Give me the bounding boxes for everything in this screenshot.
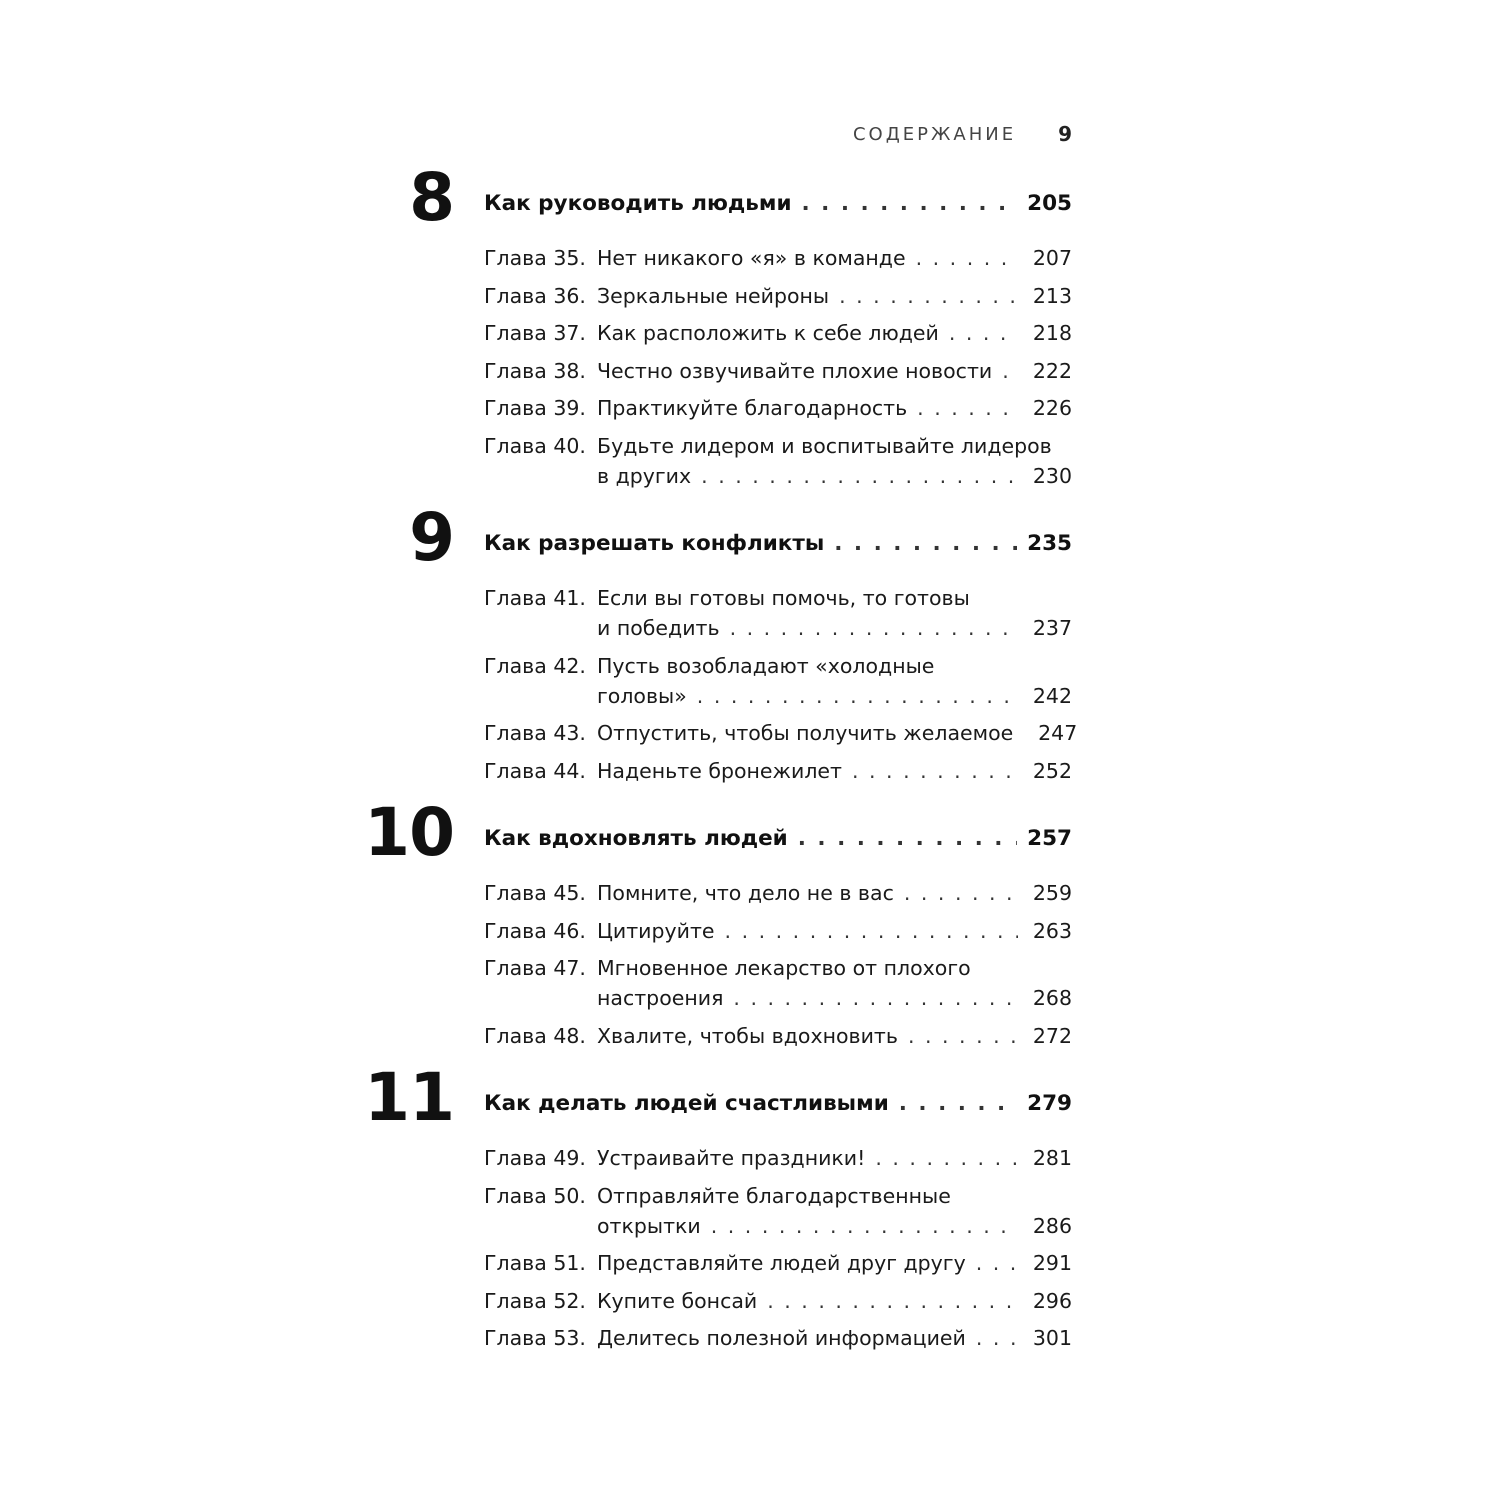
- chapter-page: 207: [1032, 246, 1072, 270]
- dot-leaders: [802, 191, 1018, 216]
- dot-leaders: [976, 1323, 1018, 1353]
- chapter-line: [484, 613, 1072, 643]
- chapter-label: Глава 49.: [484, 1146, 586, 1170]
- chapter-title: Мгновенное лекарство от плохого: [597, 956, 971, 980]
- chapter-entry[interactable]: [484, 1021, 1072, 1051]
- chapter-line: [484, 1021, 1072, 1051]
- chapter-line: [484, 243, 1072, 273]
- chapter-entry[interactable]: [484, 878, 1072, 908]
- chapter-label: Глава 52.: [484, 1288, 586, 1313]
- chapter-entry[interactable]: [484, 281, 1072, 311]
- chapter-list: [484, 878, 1072, 1058]
- chapter-entry[interactable]: [484, 243, 1072, 273]
- dot-leaders: [730, 613, 1018, 643]
- part-page: 279: [1027, 1091, 1072, 1116]
- chapter-list: [484, 243, 1072, 498]
- chapter-title: Как расположить к себе людей: [597, 321, 939, 345]
- chapter-label: Глава 46.: [484, 918, 586, 943]
- chapter-title: Зеркальные нейроны: [597, 283, 830, 308]
- running-header: [852, 118, 1072, 150]
- part-number: 10: [364, 794, 454, 871]
- chapter-title: Если вы готовы помочь, то готовы: [597, 586, 970, 610]
- chapter-line: [484, 953, 1072, 983]
- chapter-page: 286: [1032, 1213, 1072, 1238]
- chapter-title: Практикуйте благодарность: [597, 396, 908, 420]
- chapter-line: [484, 1323, 1072, 1353]
- chapter-line: [484, 281, 1072, 311]
- chapter-title: в других: [597, 463, 692, 488]
- chapter-title: открытки: [597, 1213, 701, 1238]
- part-number: 8: [409, 159, 454, 236]
- dot-leaders: [798, 826, 1017, 851]
- dot-leaders: [733, 983, 1018, 1013]
- part-title-row[interactable]: [484, 1091, 1072, 1125]
- dot-leaders: [701, 461, 1018, 491]
- dot-leaders: [899, 1091, 1017, 1116]
- chapter-page: 230: [1032, 463, 1072, 488]
- chapter-title: Цитируйте: [597, 918, 715, 943]
- chapter-title: Купите бонсай: [597, 1288, 758, 1313]
- chapter-label: Глава 37.: [484, 321, 586, 345]
- part-title: Как разрешать конфликты: [484, 531, 825, 556]
- chapter-label: Глава 48.: [484, 1023, 586, 1048]
- part-number: 11: [364, 1059, 454, 1136]
- chapter-label: Глава 47.: [484, 956, 586, 980]
- chapter-page: 268: [1032, 986, 1072, 1010]
- chapter-title: Наденьте бронежилет: [597, 758, 842, 783]
- chapter-title: Представляйте людей друг другу: [597, 1251, 966, 1275]
- chapter-entry[interactable]: [484, 953, 1072, 1013]
- chapter-label: Глава 43.: [484, 721, 586, 745]
- chapter-line: [484, 718, 1078, 748]
- chapter-label: Глава 40.: [484, 433, 586, 458]
- dot-leaders: [839, 281, 1018, 311]
- chapter-line: [484, 1211, 1072, 1241]
- chapter-entry[interactable]: [484, 318, 1072, 348]
- dot-leaders: [875, 1143, 1018, 1173]
- chapter-title: Помните, что дело не в вас: [597, 881, 894, 905]
- chapter-line: [484, 1181, 1072, 1211]
- chapter-line: [484, 318, 1072, 348]
- chapter-line: [484, 356, 1072, 386]
- chapter-page: 296: [1032, 1288, 1072, 1313]
- chapter-page: 301: [1032, 1326, 1072, 1350]
- chapter-entry[interactable]: [484, 916, 1072, 946]
- chapter-label: Глава 39.: [484, 396, 586, 420]
- chapter-title: Устраивайте праздники!: [597, 1146, 866, 1170]
- chapter-entry[interactable]: [484, 1181, 1072, 1241]
- chapter-entry[interactable]: [484, 1248, 1072, 1278]
- chapter-entry[interactable]: [484, 1323, 1072, 1353]
- chapter-page: 242: [1032, 683, 1072, 708]
- chapter-page: 213: [1032, 283, 1072, 308]
- chapter-title: Хвалите, чтобы вдохновить: [597, 1023, 898, 1048]
- chapter-line: [484, 983, 1072, 1013]
- chapter-list: [484, 1143, 1072, 1361]
- chapter-title: Будьте лидером и воспитывайте лидеров: [597, 433, 1052, 458]
- chapter-label: Глава 51.: [484, 1251, 586, 1275]
- chapter-page: 237: [1032, 616, 1072, 640]
- chapter-line: [484, 916, 1072, 946]
- chapter-line: [484, 1248, 1072, 1278]
- header-title: СОДЕРЖАНИЕ: [852, 123, 1017, 145]
- dot-leaders: [711, 1211, 1018, 1241]
- chapter-label: Глава 41.: [484, 586, 586, 610]
- chapter-line: [484, 461, 1072, 491]
- part-title-row[interactable]: [484, 191, 1072, 225]
- chapter-label: Глава 35.: [484, 246, 586, 270]
- chapter-entry[interactable]: [484, 431, 1072, 491]
- chapter-page: 281: [1032, 1146, 1072, 1170]
- chapter-list: [484, 583, 1078, 793]
- chapter-entry[interactable]: [484, 756, 1072, 786]
- toc-part: [360, 794, 1072, 1048]
- chapter-label: Глава 53.: [484, 1326, 586, 1350]
- chapter-title: Нет никакого «я» в команде: [597, 246, 906, 270]
- part-number: 9: [409, 499, 454, 576]
- page-number: 9: [1058, 122, 1072, 146]
- dot-leaders: [725, 916, 1018, 946]
- chapter-line: [484, 1143, 1072, 1173]
- chapter-entry[interactable]: [484, 1143, 1072, 1173]
- chapter-page: 259: [1032, 881, 1072, 905]
- chapter-title: головы»: [597, 683, 687, 708]
- chapter-entry[interactable]: [484, 356, 1072, 386]
- chapter-label: Глава 36.: [484, 283, 586, 308]
- dot-leaders: [949, 318, 1018, 348]
- chapter-line: [484, 681, 1072, 711]
- chapter-entry[interactable]: [484, 583, 1072, 643]
- chapter-page: 222: [1032, 358, 1072, 383]
- chapter-entry[interactable]: [484, 1286, 1072, 1316]
- part-title-row[interactable]: [484, 531, 1072, 565]
- dot-leaders: [697, 681, 1018, 711]
- dot-leaders: [1002, 356, 1018, 386]
- chapter-title: и победить: [597, 616, 720, 640]
- chapter-line: [484, 431, 1072, 461]
- toc-part: [360, 1059, 1072, 1350]
- chapter-page: 263: [1032, 918, 1072, 943]
- chapter-title: Делитесь полезной информацией: [597, 1326, 966, 1350]
- chapter-title: Пусть возобладают «холодные: [597, 653, 935, 678]
- part-title: Как вдохновлять людей: [484, 826, 788, 851]
- chapter-title: Отправляйте благодарственные: [597, 1183, 951, 1208]
- chapter-entry[interactable]: [484, 651, 1072, 711]
- chapter-title: Честно озвучивайте плохие новости: [597, 358, 993, 383]
- dot-leaders: [904, 878, 1018, 908]
- part-page: 257: [1027, 826, 1072, 851]
- chapter-line: [484, 756, 1072, 786]
- chapter-label: Глава 44.: [484, 758, 586, 783]
- part-title: Как делать людей счастливыми: [484, 1091, 889, 1116]
- chapter-title: настроения: [597, 986, 724, 1010]
- chapter-page: 291: [1032, 1251, 1072, 1275]
- chapter-page: 226: [1032, 396, 1072, 420]
- part-page: 205: [1027, 191, 1072, 216]
- chapter-page: 218: [1032, 321, 1072, 345]
- chapter-line: [484, 651, 1072, 681]
- chapter-title: Отпустить, чтобы получить желаемое: [597, 721, 1014, 745]
- chapter-entry[interactable]: [484, 718, 1078, 748]
- dot-leaders: [908, 1021, 1018, 1051]
- chapter-page: 247: [1038, 721, 1078, 745]
- part-title-row[interactable]: [484, 826, 1072, 860]
- chapter-line: [484, 583, 1072, 613]
- dot-leaders: [976, 1248, 1018, 1278]
- part-title: Как руководить людьми: [484, 191, 792, 216]
- dot-leaders: [852, 756, 1018, 786]
- dot-leaders: [767, 1286, 1018, 1316]
- chapter-line: [484, 393, 1072, 423]
- chapter-line: [484, 878, 1072, 908]
- toc-part: [360, 499, 1078, 783]
- part-page: 235: [1027, 531, 1072, 556]
- toc-part: [360, 159, 1072, 488]
- chapter-page: 272: [1032, 1023, 1072, 1048]
- chapter-label: Глава 42.: [484, 653, 586, 678]
- dot-leaders: [917, 393, 1018, 423]
- dot-leaders: [834, 531, 1017, 556]
- dot-leaders: [916, 243, 1018, 273]
- chapter-entry[interactable]: [484, 393, 1072, 423]
- chapter-label: Глава 38.: [484, 358, 586, 383]
- chapter-label: Глава 45.: [484, 881, 586, 905]
- chapter-page: 252: [1032, 758, 1072, 783]
- chapter-label: Глава 50.: [484, 1183, 586, 1208]
- chapter-line: [484, 1286, 1072, 1316]
